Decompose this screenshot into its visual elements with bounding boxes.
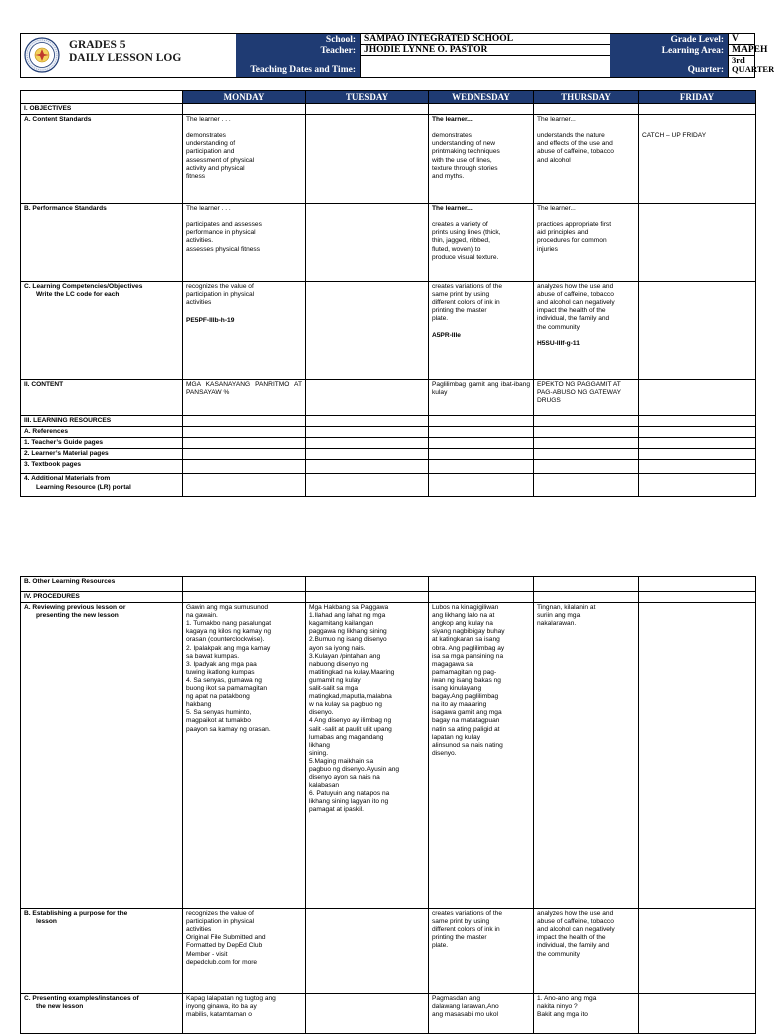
content-standards-friday: CATCH – UP FRIDAY bbox=[639, 115, 756, 204]
establishing-row bbox=[21, 909, 756, 994]
day-thursday: THURSDAY bbox=[534, 91, 639, 104]
reviewing-thursday: Tingnan, kilalanin at suriin ang mga nakalarawan. bbox=[534, 603, 639, 909]
establishing-friday bbox=[639, 909, 756, 994]
lesson-log-title bbox=[69, 39, 181, 65]
establishing-thursday: analyzes how the use and abuse of caffeine, tobacco and alcohol can negatively impact the health of the individual, the family and the community bbox=[534, 909, 639, 994]
content-wednesday: Paglilimbag gamit ang ibat-ibang kulay bbox=[429, 380, 534, 416]
additional-materials-label bbox=[21, 474, 183, 497]
objectives-row bbox=[21, 104, 756, 115]
competencies-friday bbox=[639, 282, 756, 380]
performance-standards-tuesday bbox=[306, 204, 429, 282]
lc-code-monday: PE5PF-IIIb-h-19 bbox=[186, 317, 235, 325]
performance-standards-row bbox=[21, 204, 756, 282]
content-standards-label: A. Content Standards bbox=[21, 115, 183, 204]
reviewing-friday bbox=[639, 603, 756, 909]
competencies-monday-text: recognizes the value of participation in physical activities bbox=[186, 283, 255, 307]
learners-material-row bbox=[21, 449, 756, 460]
reviewing-label bbox=[21, 603, 183, 909]
competencies-thursday-text: analyzes how the use and abuse of caffeine, tobacco and alcohol can negatively impact the health of the individual, the family and the community bbox=[537, 283, 615, 331]
teacher-label: Teacher: bbox=[236, 46, 360, 57]
content-friday bbox=[639, 380, 756, 416]
content-monday: MGA KASANAYANG PANRITMO AT PANSAYAW % bbox=[183, 380, 306, 416]
reviewing-label-line2: presenting the new lesson bbox=[36, 612, 119, 620]
presenting-tuesday bbox=[306, 994, 429, 1034]
procedures-row bbox=[21, 592, 756, 603]
learning-area-value: MAPEH bbox=[728, 45, 754, 56]
presenting-label-line1: C. Presenting examples/instances of bbox=[24, 995, 139, 1003]
lc-code-thursday: H5SU-IIIf-g-11 bbox=[537, 339, 580, 347]
competencies-tuesday bbox=[306, 282, 429, 380]
lesson-log-header bbox=[20, 33, 774, 78]
establishing-monday: recognizes the value of participation in physical activities Original File Submitted and Formatted by DepEd Club Member - visit depedclub.com for more bbox=[183, 909, 306, 994]
reviewing-label-line1: A. Reviewing previous lesson or bbox=[24, 604, 126, 612]
day-header-row bbox=[21, 91, 756, 104]
day-tuesday: TUESDAY bbox=[306, 91, 429, 104]
objectives-table bbox=[20, 90, 756, 497]
header-info-grid bbox=[236, 34, 774, 77]
competencies-row bbox=[21, 282, 756, 380]
presenting-label bbox=[21, 994, 183, 1034]
content-standards-wednesday-text: demonstrates understanding of new printmaking techniques with the use of lines, texture through stories and myths. bbox=[432, 132, 500, 180]
school-label: School: bbox=[236, 35, 360, 46]
competencies-wednesday bbox=[429, 282, 534, 380]
title-daily-lesson-log: DAILY LESSON LOG bbox=[69, 52, 182, 64]
presenting-label-line2: the new lesson bbox=[36, 1003, 84, 1011]
references-label: A. References bbox=[21, 427, 183, 438]
objectives-label: I. OBJECTIVES bbox=[21, 104, 183, 115]
lc-code-wednesday: A5PR-IIIe bbox=[432, 331, 461, 339]
other-resources-row bbox=[21, 577, 756, 592]
presenting-row bbox=[21, 994, 756, 1034]
grade-level-value: V bbox=[728, 34, 754, 45]
procedures-label: IV. PROCEDURES bbox=[21, 592, 183, 603]
establishing-wednesday: creates variations of the same print by using different colors of ink in printing the master plate. bbox=[429, 909, 534, 994]
quarter-label: Quarter: bbox=[610, 65, 728, 76]
competencies-label-line2: Write the LC code for each bbox=[36, 291, 120, 299]
additional-materials-line2: Learning Resource (LR) portal bbox=[36, 483, 131, 491]
title-grades: GRADES 5 bbox=[69, 39, 126, 51]
references-row bbox=[21, 427, 756, 438]
school-value: SAMPAO INTEGRATED SCHOOL bbox=[360, 34, 610, 45]
establishing-label-line2: lesson bbox=[36, 918, 57, 926]
content-row bbox=[21, 380, 756, 416]
learner-heading: The learner... bbox=[432, 205, 473, 213]
content-thursday: EPEKTO NG PAGGAMIT AT PAG-ABUSO NG GATEWAY DRUGS bbox=[534, 380, 639, 416]
reviewing-row bbox=[21, 603, 756, 909]
quarter-word: QUARTER bbox=[732, 64, 774, 74]
teacher-value: JHODIE LYNNE O. PASTOR bbox=[360, 45, 610, 56]
competencies-wednesday-text: creates variations of the same print by using different colors of ink in printing the master plate. bbox=[432, 283, 503, 323]
content-standards-monday: The learner . . . demonstrates understanding of participation and assessment of physical activity and physical fitness bbox=[183, 115, 306, 204]
competencies-label bbox=[21, 282, 183, 380]
establishing-label bbox=[21, 909, 183, 994]
quarter-ordinal: 3rd bbox=[732, 55, 745, 65]
learning-area-label: Learning Area: bbox=[610, 46, 728, 57]
content-standards-tuesday bbox=[306, 115, 429, 204]
teachers-guide-label: 1. Teacher’s Guide pages bbox=[21, 438, 183, 449]
blank-corner-cell bbox=[21, 91, 183, 104]
quarter-value bbox=[728, 55, 774, 77]
content-label: II. CONTENT bbox=[21, 380, 183, 416]
competencies-monday bbox=[183, 282, 306, 380]
additional-materials-row bbox=[21, 474, 756, 497]
day-wednesday: WEDNESDAY bbox=[429, 91, 534, 104]
learner-heading: The learner... bbox=[432, 116, 473, 124]
competencies-thursday bbox=[534, 282, 639, 380]
performance-standards-wednesday-text: creates a variety of prints using lines (thick, thin, jagged, ribbed, fluted, woven) to produce visual texture. bbox=[432, 221, 501, 261]
procedures-table bbox=[20, 576, 756, 1034]
day-friday: FRIDAY bbox=[639, 91, 756, 104]
content-standards-thursday: The learner... understands the nature and effects of the use and abuse of caffeine, tobacco and alcohol bbox=[534, 115, 639, 204]
grade-level-label: Grade Level: bbox=[610, 35, 728, 46]
presenting-friday bbox=[639, 994, 756, 1034]
performance-standards-wednesday bbox=[429, 204, 534, 282]
presenting-thursday bbox=[534, 994, 639, 1034]
learners-material-label: 2. Learner’s Material pages bbox=[21, 449, 183, 460]
performance-standards-friday bbox=[639, 204, 756, 282]
reviewing-tuesday: Mga Hakbang sa Paggawa 1.Ilahad ang lahat ng mga kagamitang kailangan paggawa ng likhang sining 2.Bumuo ng isang disenyo ayon sa iyong nais. 3.Kulayan /pintahan ang nabuong disenyo ng matitingkad na kulay.Maaring gumamit ng kulay salit-salit sa mga matingkad,maputla,malabna w na kulay sa pagbuo ng disenyo. 4 Ang disenyo ay ilimbag ng salit -salit at paulit ulit upang lumabas ang magandang likhang sining. 5.Maging maikhain sa pagbuo ng disenyo.Ayusin ang disenyo ayon sa nais na kalabasan 6. Patuyuin ang natapos na likhang sining lagyan ito ng pamagat at ipaskil. bbox=[306, 603, 429, 909]
teachers-guide-row bbox=[21, 438, 756, 449]
deped-seal-icon bbox=[24, 37, 60, 73]
performance-standards-monday: The learner . . . participates and assesses performance in physical activities. assesses physical fitness bbox=[183, 204, 306, 282]
content-tuesday bbox=[306, 380, 429, 416]
textbook-row bbox=[21, 460, 756, 474]
content-standards-row bbox=[21, 115, 756, 204]
teaching-dates-value bbox=[360, 56, 610, 77]
teaching-dates-label: Teaching Dates and Time: bbox=[236, 65, 360, 76]
establishing-tuesday bbox=[306, 909, 429, 994]
presenting-wednesday: Pagmasdan ang dalawang larawan,Ano ang masasabi mo ukol bbox=[429, 994, 534, 1034]
presenting-thursday-item2: Bakit ang mga ito bbox=[537, 1011, 588, 1019]
day-monday: MONDAY bbox=[183, 91, 306, 104]
reviewing-wednesday: Lubos na kinagigiliwan ang likhang lalo na at angkop ang kulay na siyang nagbibigay buhay at katingkaran sa isang obra. Ang paglilimbag ay isa sa mga pansining na magagawa sa pamamagitan ng pag- iwan ng isang bakas ng isang kinulayang bagay.Ang paglilimbag na ito ay maaaring isagawa gamit ang mga bagay na matatagpuan natin sa ating paligid at lapatan ng kulay alinsunod sa nais nating disenyo. bbox=[429, 603, 534, 909]
reviewing-monday: Gawin ang mga sumusunod na gawain. 1. Tumakbo nang pasalungat kagaya ng kilos ng kamay ng orasan (counterclockwise). 2. Ipalakpak ang mga kamay sa bawat kumpas. 3. Ipadyak ang mga paa tuwing ikatlong kumpas 4. Sa senyas, gumawa ng buong ikot sa pamamagitan ng apat na patakbong hakbang 5. Sa senyas huminto, magpaikot at tumakbo paayon sa kamay ng orasan. bbox=[183, 603, 306, 909]
learning-resources-row bbox=[21, 416, 756, 427]
presenting-monday: Kapag lalapatan ng tugtog ang inyong ginawa, ito ba ay mabilis, katamtaman o bbox=[183, 994, 306, 1034]
performance-standards-label: B. Performance Standards bbox=[21, 204, 183, 282]
additional-materials-line1: 4. Additional Materials from bbox=[24, 475, 111, 483]
competencies-label-line1: C. Learning Competencies/Objectives bbox=[24, 283, 143, 291]
performance-standards-thursday: The learner... practices appropriate first aid principles and procedures for common injuries bbox=[534, 204, 639, 282]
establishing-label-line1: B. Establishing a purpose for the bbox=[24, 910, 128, 918]
header-title-block bbox=[21, 34, 236, 77]
learning-resources-label: III. LEARNING RESOURCES bbox=[21, 416, 183, 427]
content-standards-wednesday bbox=[429, 115, 534, 204]
other-resources-label: B. Other Learning Resources bbox=[21, 577, 183, 592]
presenting-thursday-item1: 1. Ano-ano ang mga nakita ninyo ? bbox=[537, 995, 597, 1011]
textbook-label: 3. Textbook pages bbox=[21, 460, 183, 474]
